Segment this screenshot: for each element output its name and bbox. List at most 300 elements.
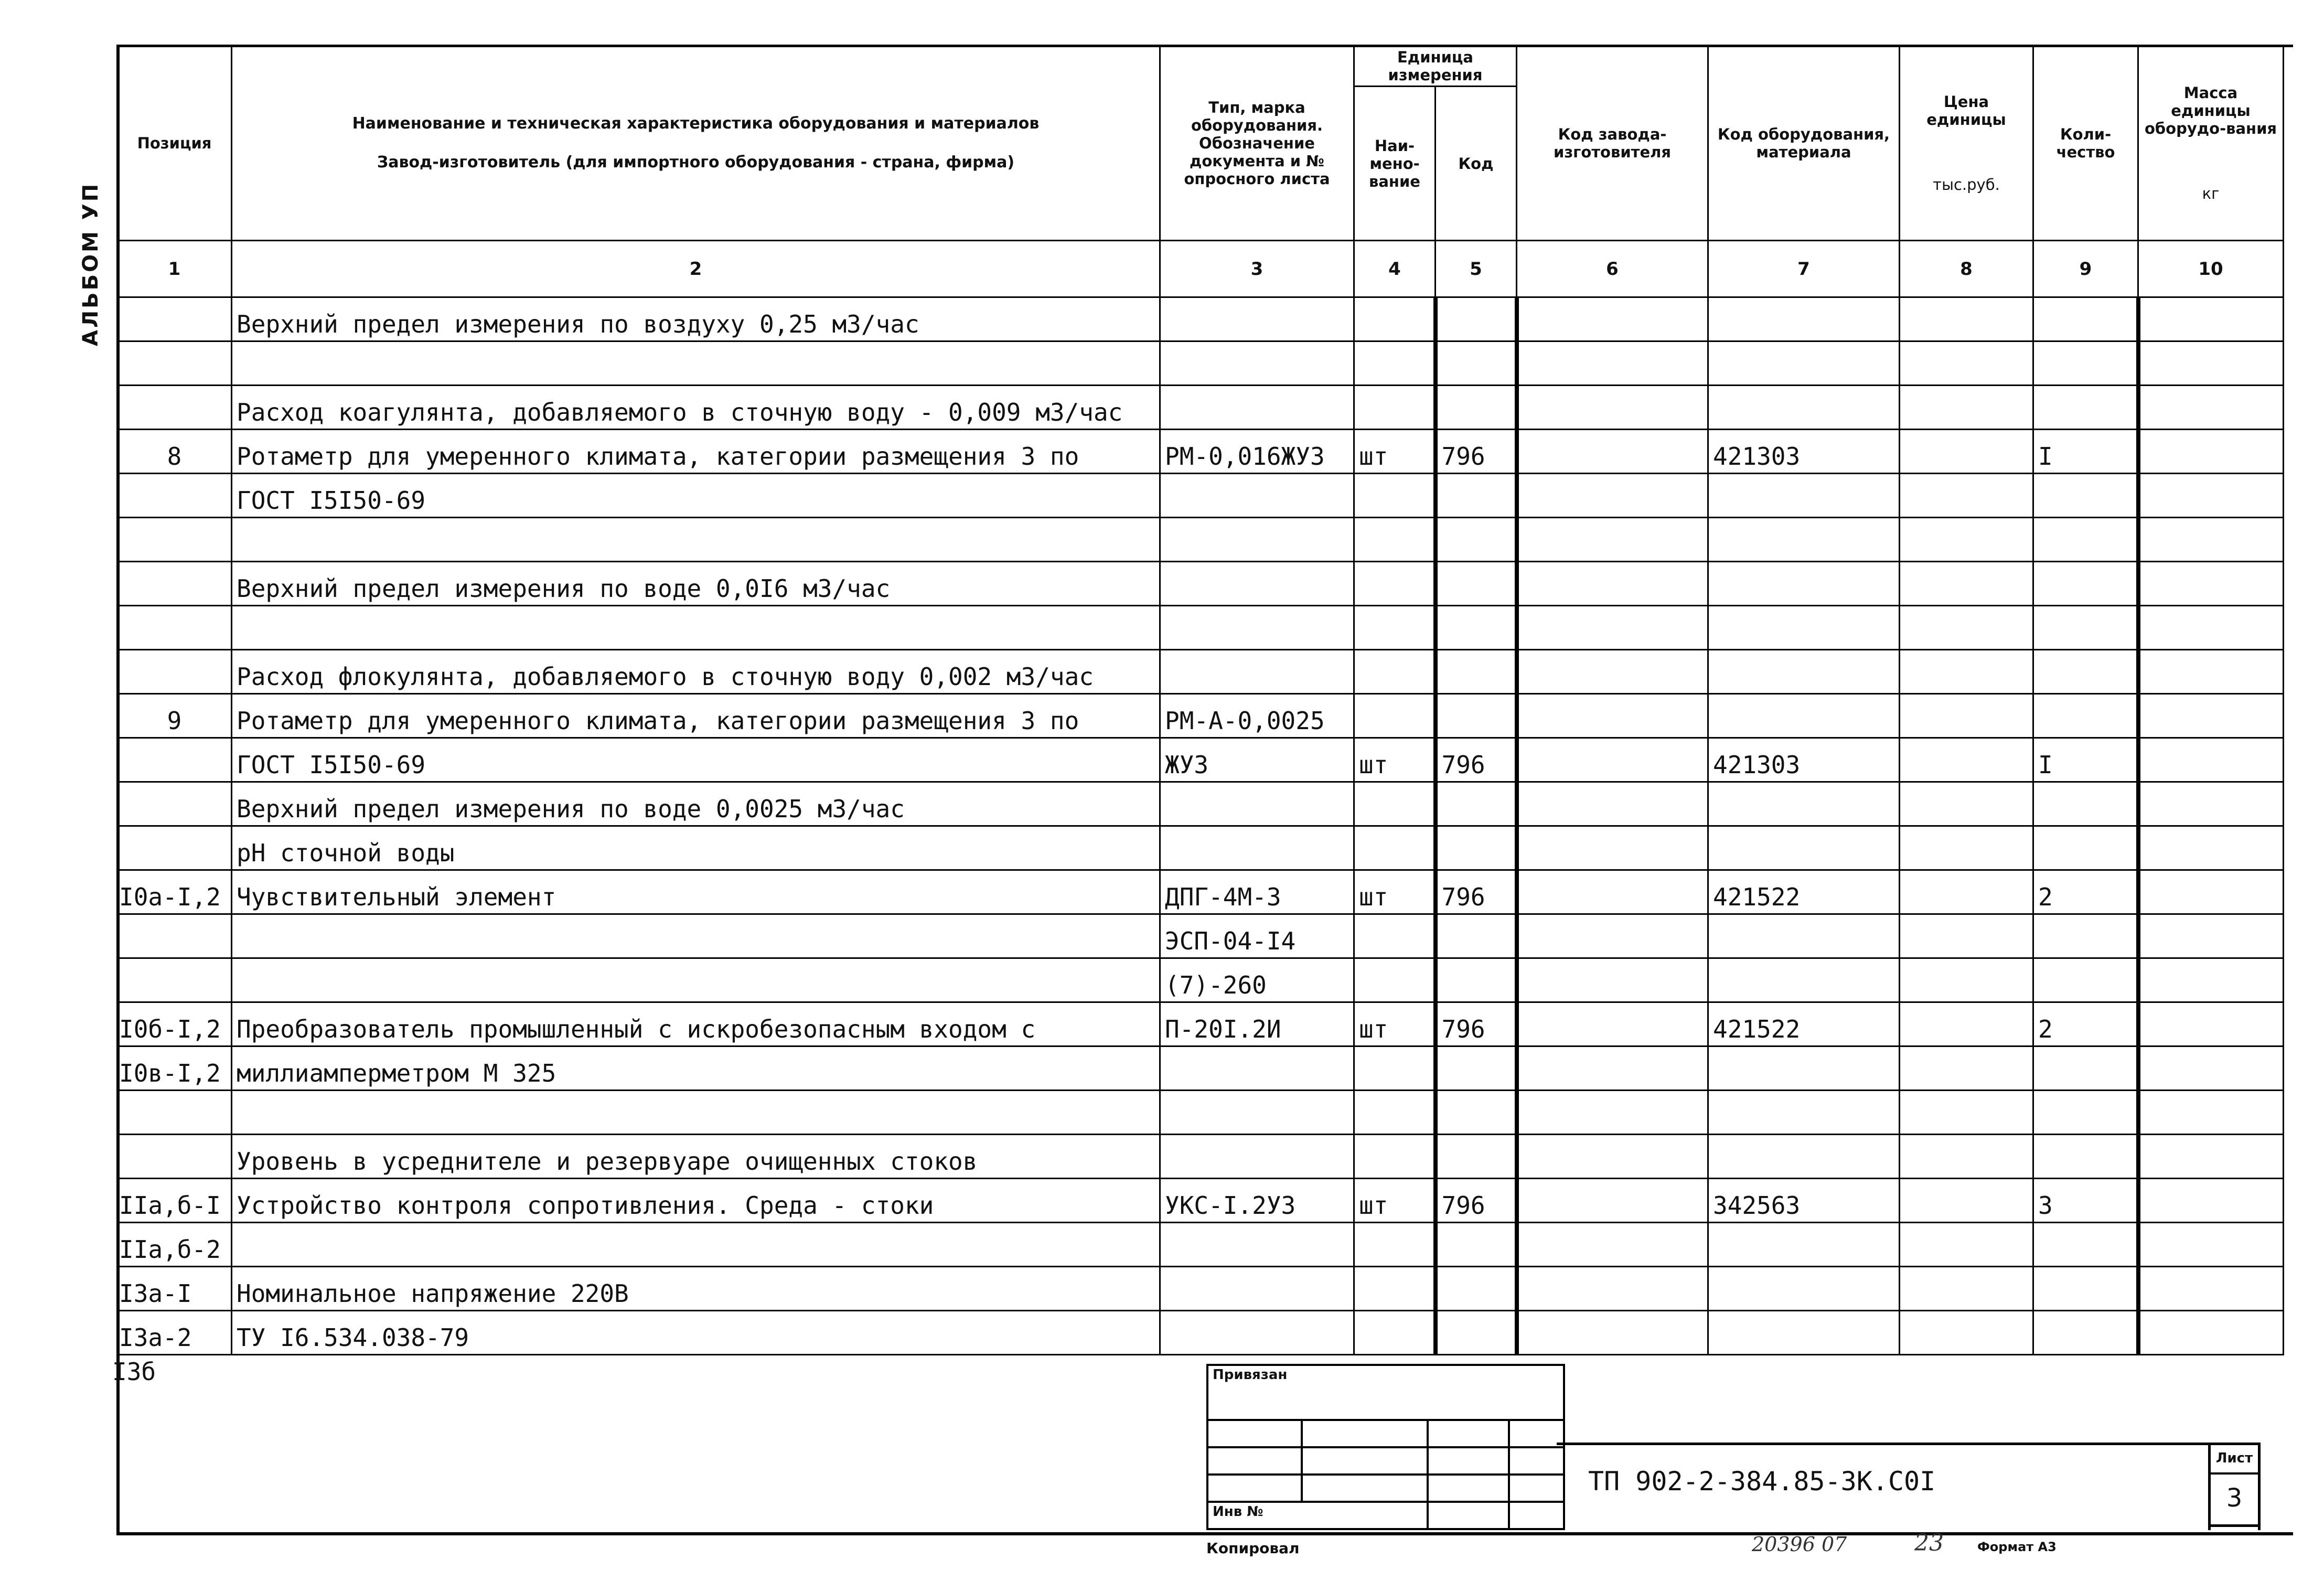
cell-qty [2033,562,2138,606]
column-number: 8 [1900,241,2033,297]
cell-unit-name [1354,474,1436,518]
cell-position [117,958,232,1002]
cell-mass [2138,341,2284,386]
cell-position: 8 [117,430,232,474]
cell-type [1160,1223,1354,1267]
cell-mass [2138,738,2284,782]
cell-equip-code [1708,826,1900,870]
cell-name [232,606,1160,650]
table-row [117,341,2284,386]
cell-qty [2033,1135,2138,1179]
cell-unit-name [1354,650,1436,694]
table-row [117,386,2284,430]
cell-position: IIа,б-I [117,1179,232,1223]
cell-name: Верхний предел измерения по воде 0,0025 м3/час [232,782,1160,826]
cell-price [1900,386,2033,430]
cell-maker-code [1517,914,1708,958]
position-13b: I3б [112,1358,156,1386]
cell-unit-name [1354,386,1436,430]
cell-mass [2138,1223,2284,1267]
cell-unit-name [1354,958,1436,1002]
cell-position [117,1135,232,1179]
column-number: 10 [2138,241,2284,297]
cell-unit-name [1354,606,1436,650]
table-row [117,518,2284,562]
cell-type: ЖУЗ [1160,738,1354,782]
cell-unit-code [1436,1267,1517,1311]
header-unit-name: Наи-мено-вание [1354,87,1436,241]
cell-maker-code [1517,826,1708,870]
cell-qty [2033,694,2138,738]
handwritten-number: 20396 07 [1752,1533,1847,1556]
cell-maker-code [1517,474,1708,518]
cell-mass [2138,1311,2284,1355]
cell-maker-code [1517,1311,1708,1355]
copied-label: Копировал [1206,1540,1300,1557]
cell-qty: I [2033,738,2138,782]
cell-equip-code [1708,562,1900,606]
cell-price [1900,1002,2033,1046]
table-row [117,562,2284,606]
cell-type [1160,1091,1354,1135]
title-block-stamp [1206,1364,1565,1530]
cell-equip-code [1708,914,1900,958]
cell-unit-name [1354,1267,1436,1311]
cell-mass [2138,1091,2284,1135]
cell-type [1160,518,1354,562]
cell-price [1900,430,2033,474]
cell-name [232,1223,1160,1267]
cell-position: I0б-I,2 [117,1002,232,1046]
cell-name: ГОСТ I5I50-69 [232,474,1160,518]
cell-price [1900,1135,2033,1179]
cell-position [117,341,232,386]
cell-type: РМ-А-0,0025 [1160,694,1354,738]
cell-mass [2138,958,2284,1002]
column-number: 1 [117,241,232,297]
cell-qty [2033,1267,2138,1311]
stamp-cell [1428,1475,1509,1502]
cell-mass [2138,870,2284,914]
cell-unit-name [1354,562,1436,606]
cell-equip-code [1708,1311,1900,1355]
cell-type [1160,826,1354,870]
cell-price [1900,958,2033,1002]
table-row [117,1002,2284,1046]
cell-qty [2033,826,2138,870]
document-number-box [1557,1443,2212,1530]
cell-type: РМ-0,016ЖУЗ [1160,430,1354,474]
cell-position [117,826,232,870]
header-name-subtitle: Завод-изготовитель (для импортного оборудования - страна, фирма) [377,153,1015,172]
cell-unit-code [1436,474,1517,518]
cell-mass [2138,474,2284,518]
cell-name [232,518,1160,562]
cell-name: Расход коагулянта, добавляемого в сточную воду - 0,009 м3/час [232,386,1160,430]
cell-mass [2138,297,2284,341]
cell-mass [2138,914,2284,958]
cell-qty [2033,518,2138,562]
cell-position [117,386,232,430]
stamp-cell [1302,1447,1428,1475]
cell-type: ЭСП-04-I4 [1160,914,1354,958]
cell-qty [2033,341,2138,386]
stamp-cell [1428,1447,1509,1475]
cell-equip-code [1708,1267,1900,1311]
cell-mass [2138,1135,2284,1179]
cell-maker-code [1517,1179,1708,1223]
cell-price [1900,606,2033,650]
column-number: 7 [1708,241,1900,297]
cell-name [232,958,1160,1002]
table-row [117,474,2284,518]
stamp-cell [1509,1447,1564,1475]
cell-position: I0в-I,2 [117,1046,232,1091]
cell-price [1900,1223,2033,1267]
cell-maker-code [1517,606,1708,650]
cell-qty [2033,1091,2138,1135]
cell-unit-code: 796 [1436,870,1517,914]
cell-price [1900,474,2033,518]
stamp-cell [1207,1475,1302,1502]
cell-equip-code [1708,341,1900,386]
table-row [117,1046,2284,1091]
cell-price [1900,297,2033,341]
cell-unit-code [1436,518,1517,562]
cell-unit-name [1354,1091,1436,1135]
cell-price [1900,562,2033,606]
cell-mass [2138,1179,2284,1223]
cell-maker-code [1517,518,1708,562]
cell-maker-code [1517,1267,1708,1311]
column-number: 4 [1354,241,1436,297]
cell-equip-code [1708,297,1900,341]
cell-type [1160,1267,1354,1311]
cell-qty [2033,1223,2138,1267]
cell-unit-name [1354,297,1436,341]
header-unit: Единица измерения [1354,46,1517,87]
cell-price [1900,1311,2033,1355]
cell-price [1900,650,2033,694]
table-row [117,430,2284,474]
cell-price [1900,914,2033,958]
cell-type [1160,650,1354,694]
cell-qty [2033,386,2138,430]
stamp-cell [1509,1502,1564,1529]
column-number: 2 [232,241,1160,297]
stamp-cell [1428,1502,1509,1529]
sheet-number-box [2208,1443,2261,1530]
cell-mass [2138,782,2284,826]
cell-unit-code [1436,782,1517,826]
cell-unit-code: 796 [1436,738,1517,782]
stamp-cell [1207,1420,1302,1447]
cell-position [117,782,232,826]
cell-equip-code [1708,518,1900,562]
cell-unit-code [1436,297,1517,341]
cell-price [1900,518,2033,562]
stamp-inv: Инв № [1207,1502,1428,1529]
table-row [117,1179,2284,1223]
header-mass-unit: кг [2202,184,2220,202]
cell-type [1160,297,1354,341]
cell-position: I3а-I [117,1267,232,1311]
cell-unit-code [1436,1223,1517,1267]
cell-maker-code [1517,430,1708,474]
stamp-cell [1207,1447,1302,1475]
cell-position: 9 [117,694,232,738]
format-label: Формат А3 [1977,1540,2057,1554]
stamp-cell [1302,1420,1428,1447]
cell-maker-code [1517,650,1708,694]
cell-qty [2033,650,2138,694]
cell-position: IIа,б-2 [117,1223,232,1267]
cell-qty: I [2033,430,2138,474]
cell-equip-code [1708,650,1900,694]
cell-name: Уровень в усреднителе и резервуаре очищенных стоков [232,1135,1160,1179]
table-row [117,297,2284,341]
cell-equip-code [1708,958,1900,1002]
cell-price [1900,1267,2033,1311]
cell-name: Ротаметр для умеренного климата, категории размещения 3 по [232,694,1160,738]
cell-unit-name: шт [1354,1002,1436,1046]
header-position: Позиция [117,46,232,241]
cell-unit-code [1436,386,1517,430]
cell-name: Расход флокулянта, добавляемого в сточную воду 0,002 м3/час [232,650,1160,694]
cell-unit-name [1354,782,1436,826]
cell-equip-code [1708,1046,1900,1091]
cell-type [1160,1135,1354,1179]
header-mass-title: Масса единицы оборудо-вания [2144,83,2277,137]
cell-maker-code [1517,341,1708,386]
cell-name: Номинальное напряжение 220В [232,1267,1160,1311]
cell-unit-name: шт [1354,738,1436,782]
cell-maker-code [1517,1002,1708,1046]
cell-name: ГОСТ I5I50-69 [232,738,1160,782]
cell-type: УКС-I.2УЗ [1160,1179,1354,1223]
column-number: 3 [1160,241,1354,297]
header-name [232,46,1160,241]
cell-unit-name: шт [1354,1179,1436,1223]
cell-type: (7)-260 [1160,958,1354,1002]
cell-name [232,341,1160,386]
cell-unit-name [1354,1135,1436,1179]
cell-mass [2138,650,2284,694]
table-row [117,738,2284,782]
cell-qty [2033,474,2138,518]
table-row [117,914,2284,958]
column-number: 9 [2033,241,2138,297]
cell-equip-code: 342563 [1708,1179,1900,1223]
table-row [117,782,2284,826]
cell-name [232,1091,1160,1135]
table-row [117,606,2284,650]
cell-unit-name [1354,914,1436,958]
table-row [117,1223,2284,1267]
cell-mass [2138,386,2284,430]
cell-unit-name [1354,1046,1436,1091]
cell-maker-code [1517,738,1708,782]
column-number: 5 [1436,241,1517,297]
cell-unit-name [1354,1223,1436,1267]
cell-qty [2033,606,2138,650]
cell-qty [2033,297,2138,341]
cell-qty: 2 [2033,1002,2138,1046]
cell-mass [2138,1002,2284,1046]
cell-unit-code [1436,826,1517,870]
cell-price [1900,341,2033,386]
cell-mass [2138,1046,2284,1091]
stamp-cell [1302,1475,1428,1502]
cell-unit-code [1436,650,1517,694]
cell-type [1160,474,1354,518]
cell-position [117,1091,232,1135]
cell-price [1900,782,2033,826]
cell-type [1160,562,1354,606]
table-row [117,826,2284,870]
table-row [117,1267,2284,1311]
header-price [1900,46,2033,241]
cell-mass [2138,518,2284,562]
table-row [117,1091,2284,1135]
cell-unit-code [1436,606,1517,650]
cell-equip-code: 421303 [1708,430,1900,474]
cell-equip-code [1708,1135,1900,1179]
cell-maker-code [1517,958,1708,1002]
cell-price [1900,694,2033,738]
header-equip-code: Код оборудования, материала [1708,46,1900,241]
cell-position [117,297,232,341]
cell-equip-code [1708,474,1900,518]
cell-mass [2138,606,2284,650]
cell-position [117,606,232,650]
cell-name [232,914,1160,958]
cell-maker-code [1517,870,1708,914]
cell-type: ДПГ-4М-3 [1160,870,1354,914]
cell-equip-code [1708,1091,1900,1135]
header-maker-code: Код завода-изготовителя [1517,46,1708,241]
cell-equip-code: 421303 [1708,738,1900,782]
header-unit-code: Код [1436,87,1517,241]
cell-qty: 3 [2033,1179,2138,1223]
cell-mass [2138,826,2284,870]
cell-type [1160,386,1354,430]
cell-unit-name: шт [1354,430,1436,474]
specification-table [116,45,2284,1355]
cell-mass [2138,694,2284,738]
cell-price [1900,1046,2033,1091]
header-name-title: Наименование и техническая характеристика оборудования и материалов [352,114,1040,133]
cell-mass [2138,430,2284,474]
cell-name: ТУ I6.534.038-79 [232,1311,1160,1355]
cell-position: I0а-I,2 [117,870,232,914]
cell-position [117,650,232,694]
cell-position [117,738,232,782]
header-mass [2138,46,2284,241]
table-row [117,650,2284,694]
cell-mass [2138,1267,2284,1311]
cell-unit-code: 796 [1436,1179,1517,1223]
cell-maker-code [1517,297,1708,341]
cell-equip-code [1708,694,1900,738]
cell-name: Верхний предел измерения по воде 0,0I6 м3/час [232,562,1160,606]
cell-maker-code [1517,694,1708,738]
handwritten-number-2: 23 [1914,1530,1944,1556]
cell-maker-code [1517,386,1708,430]
cell-type [1160,606,1354,650]
cell-maker-code [1517,1046,1708,1091]
cell-qty [2033,1311,2138,1355]
cell-name: миллиамперметром М 325 [232,1046,1160,1091]
cell-type [1160,782,1354,826]
table-row [117,870,2284,914]
cell-qty: 2 [2033,870,2138,914]
cell-name: Верхний предел измерения по воздуху 0,25 м3/час [232,297,1160,341]
cell-qty [2033,1046,2138,1091]
header-price-unit: тыс.руб. [1933,175,2000,194]
cell-position [117,474,232,518]
cell-maker-code [1517,1091,1708,1135]
cell-unit-code [1436,914,1517,958]
cell-price [1900,1091,2033,1135]
cell-equip-code [1708,386,1900,430]
cell-qty [2033,958,2138,1002]
cell-unit-code [1436,1091,1517,1135]
cell-name: Преобразователь промышленный с искробезопасным входом с [232,1002,1160,1046]
cell-unit-code [1436,694,1517,738]
column-number-row [117,241,2284,297]
cell-name: Ротаметр для умеренного климата, категории размещения 3 по [232,430,1160,474]
cell-unit-code [1436,1046,1517,1091]
cell-unit-code [1436,1311,1517,1355]
cell-type [1160,1311,1354,1355]
cell-qty [2033,914,2138,958]
header-qty: Коли-чество [2033,46,2138,241]
cell-position [117,914,232,958]
cell-equip-code [1708,1223,1900,1267]
cell-unit-name [1354,518,1436,562]
stamp-cell [1509,1420,1564,1447]
cell-maker-code [1517,1223,1708,1267]
cell-unit-code: 796 [1436,430,1517,474]
sheet-number: 3 [2211,1475,2258,1527]
cell-unit-code [1436,341,1517,386]
header-type: Тип, марка оборудования. Обозначение документа и № опросного листа [1160,46,1354,241]
document-number: ТП 902-2-384.85-ЗК.С0I [1588,1466,1936,1497]
table-row [117,1135,2284,1179]
cell-position: I3а-2 [117,1311,232,1355]
cell-equip-code [1708,606,1900,650]
cell-unit-code [1436,958,1517,1002]
cell-mass [2138,562,2284,606]
cell-unit-name [1354,826,1436,870]
cell-equip-code: 421522 [1708,1002,1900,1046]
cell-qty [2033,782,2138,826]
cell-unit-name [1354,341,1436,386]
stamp-privyazan: Привязан [1207,1365,1564,1420]
cell-unit-name [1354,694,1436,738]
column-number: 6 [1517,241,1708,297]
cell-price [1900,1179,2033,1223]
cell-price [1900,738,2033,782]
cell-position [117,518,232,562]
stamp-cell [1509,1475,1564,1502]
cell-name: Чувствительный элемент [232,870,1160,914]
cell-unit-name [1354,1311,1436,1355]
cell-type [1160,1046,1354,1091]
sheet-label: Лист [2211,1445,2258,1475]
cell-unit-code [1436,562,1517,606]
